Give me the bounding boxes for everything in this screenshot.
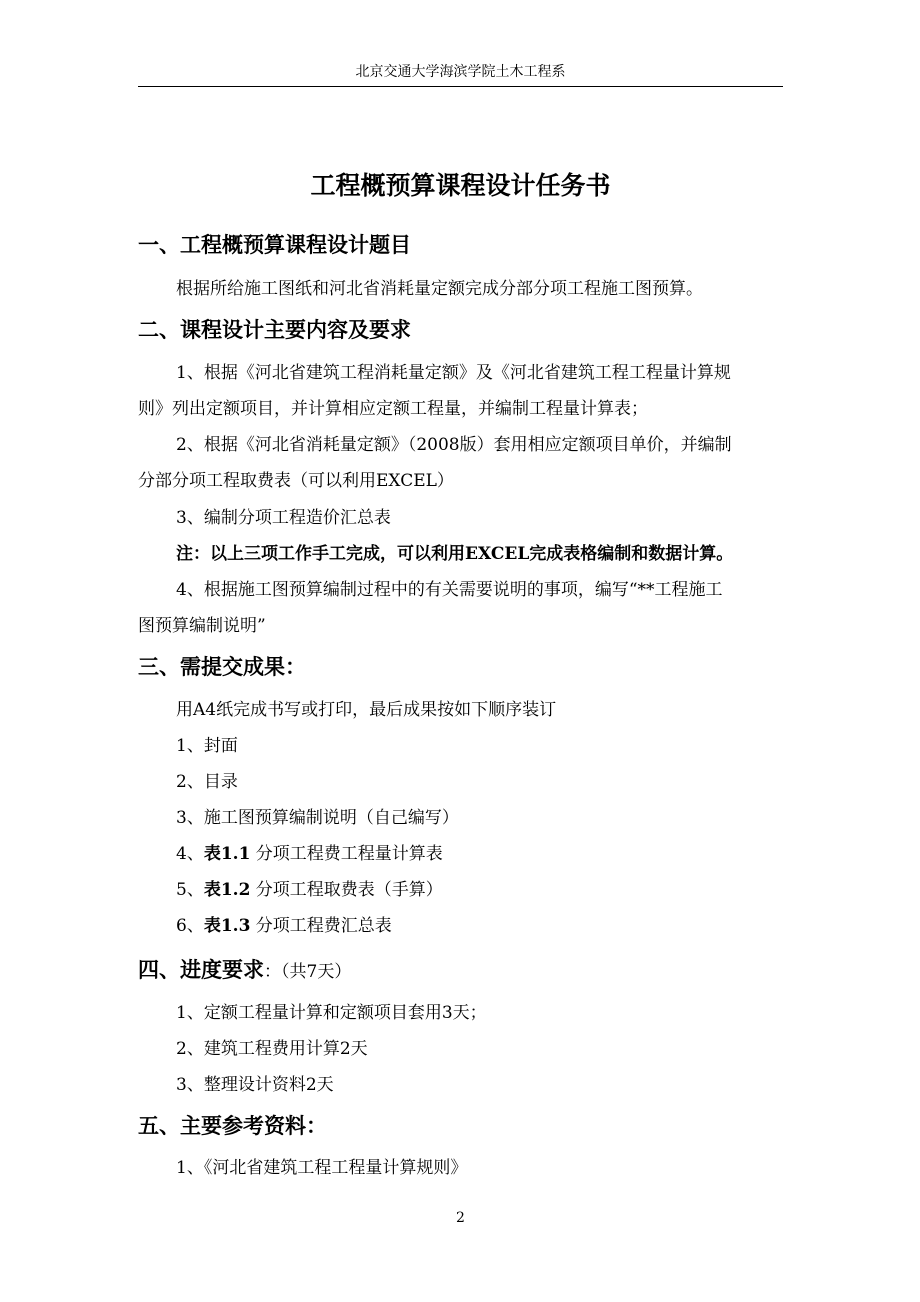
section-2-item-1-line-2: 则》列出定额项目，并计算相应定额工程量，并编制工程量计算表； <box>138 399 648 419</box>
section-4-heading-text: 四、进度要求 <box>138 958 264 982</box>
section-3-intro: 用A4纸完成书写或打印，最后成果按如下顺序装订 <box>176 700 557 720</box>
section-2-note: 注：以上三项工作手工完成，可以利用EXCEL完成表格编制和数据计算。 <box>176 544 734 564</box>
section-3-item-5 <box>176 877 443 903</box>
section-2-item-1-line-1: 1、根据《河北省建筑工程消耗量定额》及《河北省建筑工程工程量计算规 <box>176 363 731 383</box>
item-text: 分项工程费工程量计算表 <box>250 844 443 864</box>
section-1-text: 根据所给施工图纸和河北省消耗量定额完成分部分项工程施工图预算。 <box>176 279 703 299</box>
section-5-item-1: 1、《河北省建筑工程工程量计算规则》 <box>176 1158 468 1178</box>
section-2-heading: 二、课程设计主要内容及要求 <box>138 318 411 342</box>
section-3-item-6 <box>176 913 392 939</box>
section-3-heading: 三、需提交成果： <box>138 655 306 679</box>
section-4-duration-note: ：（共7天） <box>264 962 352 982</box>
section-2-item-2-line-1: 2、根据《河北省消耗量定额》（2008版）套用相应定额项目单价，并编制 <box>176 435 732 455</box>
section-4-item-2: 2、建筑工程费用计算2天 <box>176 1039 368 1059</box>
item-text: 分项工程取费表（手算） <box>250 880 443 900</box>
section-1-heading: 一、工程概预算课程设计题目 <box>138 233 411 257</box>
item-number: 6、 <box>176 916 204 936</box>
header-divider <box>138 86 783 87</box>
table-ref: 表1.1 <box>203 844 251 864</box>
item-number: 4、 <box>176 844 204 864</box>
section-2-item-2-line-2: 分部分项工程取费表（可以利用EXCEL） <box>138 471 454 491</box>
document-title: 工程概预算课程设计任务书 <box>310 171 611 200</box>
section-4-heading <box>138 955 351 987</box>
item-number: 5、 <box>176 880 204 900</box>
page-header: 北京交通大学海滨学院土木工程系 <box>355 64 566 80</box>
section-3-item-3: 3、施工图预算编制说明（自己编写） <box>176 808 459 828</box>
item-text: 分项工程费汇总表 <box>250 916 392 936</box>
section-2-item-4-line-2: 图预算编制说明” <box>138 616 266 636</box>
section-4-item-1: 1、定额工程量计算和定额项目套用3天； <box>176 1003 487 1023</box>
section-5-heading: 五、主要参考资料： <box>138 1114 327 1138</box>
table-ref: 表1.2 <box>203 880 251 900</box>
section-3-item-4 <box>176 841 443 867</box>
section-2-item-4-line-1: 4、根据施工图预算编制过程中的有关需要说明的事项，编写“**工程施工 <box>176 580 723 600</box>
section-3-item-2: 2、目录 <box>176 772 238 792</box>
section-2-item-3: 3、编制分项工程造价汇总表 <box>176 508 391 528</box>
page-number: 2 <box>456 1210 465 1226</box>
table-ref: 表1.3 <box>203 916 251 936</box>
section-3-item-1: 1、封面 <box>176 736 238 756</box>
section-4-item-3: 3、整理设计资料2天 <box>176 1075 334 1095</box>
